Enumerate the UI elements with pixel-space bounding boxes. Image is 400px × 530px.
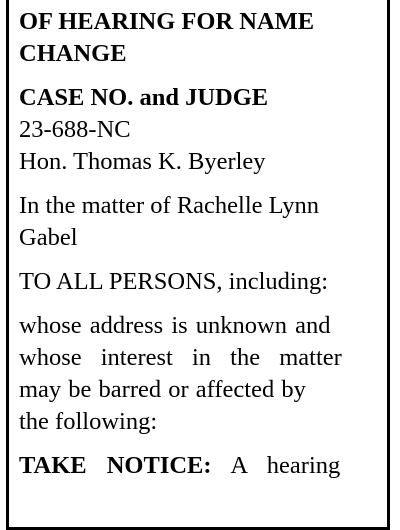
heading-line-1: OF HEARING FOR NAME xyxy=(19,8,315,35)
judge-name: Hon. Thomas K. Byerley xyxy=(19,148,266,175)
case-label: CASE NO. and JUDGE xyxy=(19,84,269,111)
address-line-1: whose address is unknown and xyxy=(19,312,331,339)
case-number: 23-688-NC xyxy=(19,116,131,143)
to-all-persons xyxy=(19,266,379,298)
matter-line-2: Gabel xyxy=(19,224,78,251)
take-notice-label: TAKE NOTICE: xyxy=(19,452,212,479)
take-notice-text: A hearing xyxy=(230,452,341,479)
matter-line-1: In the matter of Rachelle Lynn xyxy=(19,192,320,219)
matter-block xyxy=(19,190,379,254)
address-line-4: the following: xyxy=(19,408,158,435)
case-block xyxy=(19,82,379,178)
notice-content xyxy=(19,6,379,494)
heading-line-2: CHANGE xyxy=(19,40,127,67)
notice-heading xyxy=(19,6,379,70)
address-line-2: whose interest in the matter xyxy=(19,344,342,371)
to-all-persons-text: TO ALL PERSONS, including: xyxy=(19,268,329,295)
take-notice xyxy=(19,450,379,482)
address-clause xyxy=(19,310,379,438)
address-line-3: may be barred or affected by xyxy=(19,376,306,403)
